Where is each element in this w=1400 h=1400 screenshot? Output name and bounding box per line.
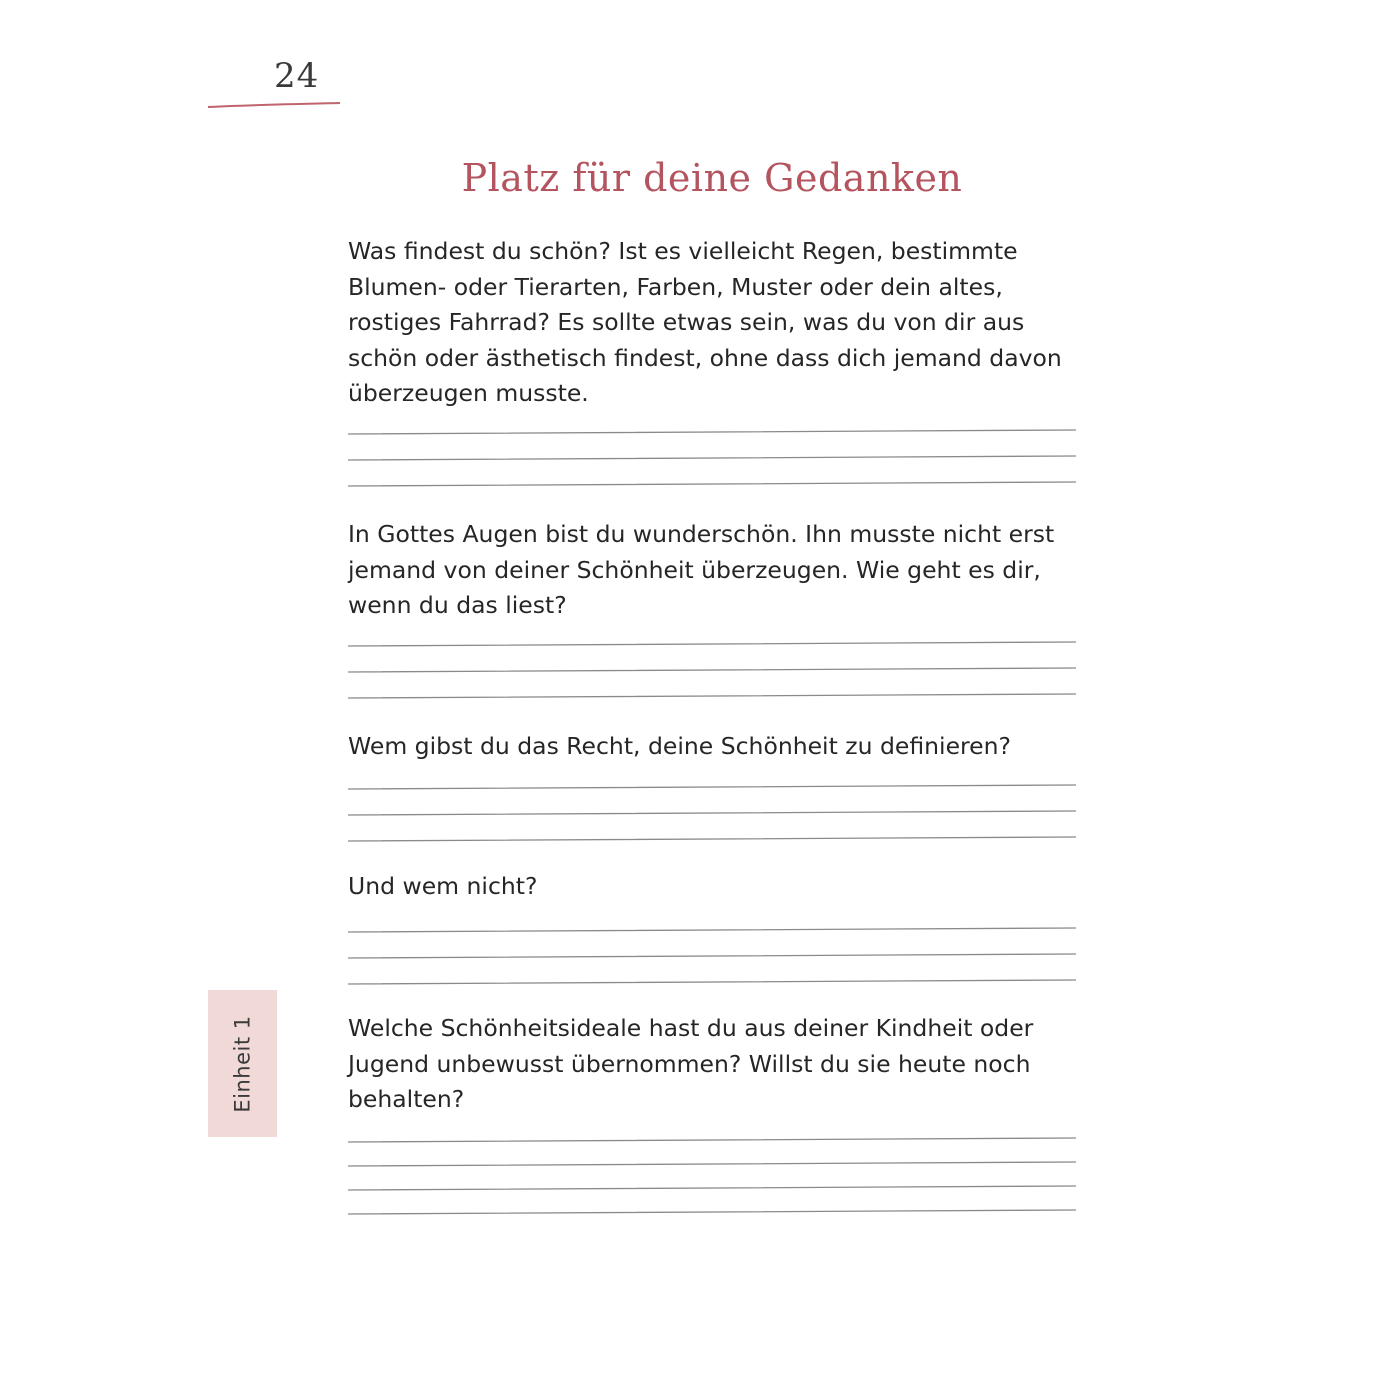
answer-lines-5[interactable] [348,1130,1076,1222]
question-3: Wem gibst du das Recht, deine Schönheit zu definieren? [348,732,1012,760]
page-number: 24 [274,56,320,96]
chapter-side-tab [208,990,277,1137]
chapter-side-tab-label: Einheit 1 [230,1014,255,1113]
answer-lines-3[interactable] [348,777,1076,847]
question-5: Welche Schönheitsideale hast du aus deiner Kindheit oder Jugend unbewusst übernommen? Willst du sie heute noch behalten? [348,1014,1034,1113]
question-4: Und wem nicht? [348,872,538,900]
answer-lines-2[interactable] [348,634,1076,704]
page-number-underline [208,100,340,110]
answer-lines-1[interactable] [348,422,1076,492]
question-1: Was findest du schön? Ist es vielleicht Regen, bestimmte Blumen- oder Tierarten, Farben, Muster oder dein altes, rostiges Fahrrad? Es sollte etwas sein, was du von dir aus schön oder ästhetisch findest, ohne dass dich jemand davon überzeugen musste. [348,237,1062,407]
question-2: In Gottes Augen bist du wunderschön. Ihn musste nicht erst jemand von deiner Schönheit überzeugen. Wie geht es dir, wenn du das liest? [348,520,1055,619]
page-title: Platz für deine Gedanken [461,156,963,200]
answer-lines-4[interactable] [348,920,1076,990]
